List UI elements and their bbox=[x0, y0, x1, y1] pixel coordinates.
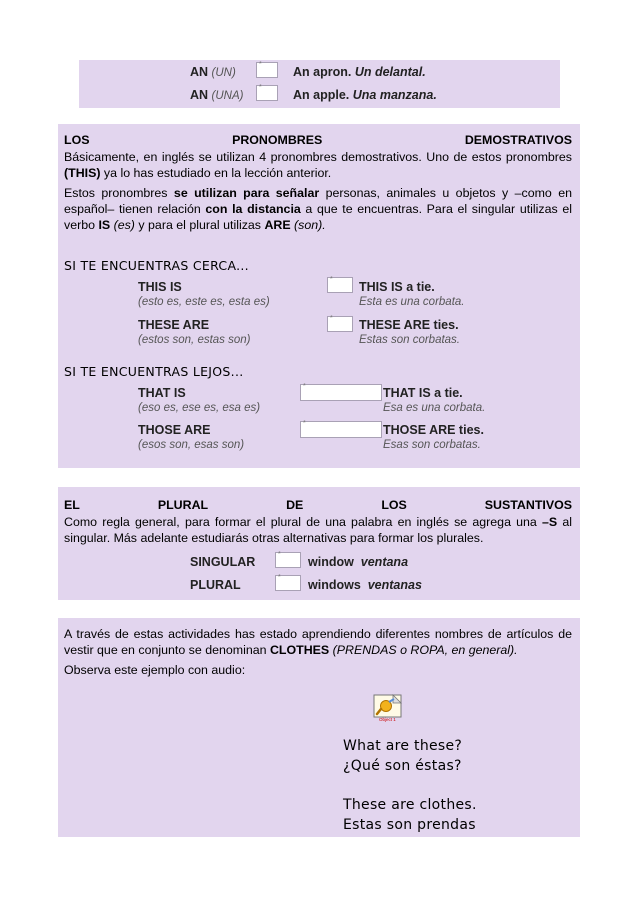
image-placeholder bbox=[327, 277, 353, 293]
clothes-paragraph-2: Observa este ejemplo con audio: bbox=[64, 663, 246, 677]
near-gloss-2: (estos son, estas son) bbox=[138, 334, 251, 346]
near-word-2: THESE ARE bbox=[138, 318, 210, 332]
demonstratives-paragraph-2: Estos pronombres se utilizan para señalar personas, animales u objetos y –como en español– tienen relación con la distancia a que te encuentras. Para el singular utilizas el verbo IS (es) y para el plural utilizas ARE (son). bbox=[64, 186, 573, 232]
question-es: ¿Qué son éstas? bbox=[343, 758, 462, 774]
far-title: SI TE ENCUENTRAS LEJOS... bbox=[64, 364, 244, 379]
far-gloss-2: (esos son, esas son) bbox=[138, 439, 245, 451]
demonstratives-paragraph-1: Básicamente, en inglés se utilizan 4 pronombres demostrativos. Uno de estos pronombres (THIS) ya lo has estudiado en la lección anterior. bbox=[64, 150, 572, 180]
image-placeholder bbox=[300, 421, 382, 438]
far-example-es-1: Esa es una corbata. bbox=[383, 402, 486, 414]
demonstratives-heading: LOS PRONOMBRES DEMOSTRATIVOS bbox=[64, 133, 572, 147]
far-word-1: THAT IS bbox=[138, 386, 186, 400]
speaker-icon bbox=[373, 694, 403, 718]
near-word-1: THIS IS bbox=[138, 280, 182, 294]
far-example-en-2: THOSE ARE ties. bbox=[383, 423, 484, 437]
plural-label-plural: PLURAL bbox=[190, 578, 241, 592]
article-example-1: An apron. Un delantal. bbox=[293, 65, 426, 79]
plural-label-singular: SINGULAR bbox=[190, 555, 256, 569]
audio-object-label: Object 1 bbox=[379, 717, 396, 722]
far-example-es-2: Esas son corbatas. bbox=[383, 439, 481, 451]
image-placeholder bbox=[275, 575, 301, 591]
near-title: SI TE ENCUENTRAS CERCA... bbox=[64, 258, 249, 273]
image-placeholder bbox=[327, 316, 353, 332]
clothes-paragraph-1: A través de estas actividades has estado aprendiendo diferentes nombres de artículos de vestir que en conjunto se denominan CLOTHES (PRENDAS o ROPA, en general). bbox=[64, 627, 572, 657]
near-example-en-2: THESE ARE ties. bbox=[359, 318, 459, 332]
answer-en: These are clothes. bbox=[343, 797, 477, 813]
question-en: What are these? bbox=[343, 738, 463, 754]
plural-paragraph: Como regla general, para formar el plural de una palabra en inglés se agrega una –S al singular. Más adelante estudiarás otras alternativas para formar los plurales. bbox=[64, 515, 573, 545]
plural-singular-example: window ventana bbox=[308, 555, 409, 569]
image-placeholder bbox=[275, 552, 301, 568]
article-example-2: An apple. Una manzana. bbox=[293, 88, 437, 102]
article-word-2: AN (UNA) bbox=[190, 88, 244, 102]
near-example-es-2: Estas son corbatas. bbox=[359, 334, 460, 346]
far-word-2: THOSE ARE bbox=[138, 423, 211, 437]
near-example-en-1: THIS IS a tie. bbox=[359, 280, 435, 294]
far-gloss-1: (eso es, ese es, esa es) bbox=[138, 402, 261, 414]
article-word-1: AN (UN) bbox=[190, 65, 236, 79]
near-example-es-1: Esta es una corbata. bbox=[359, 296, 465, 308]
plural-plural-example: windows ventanas bbox=[308, 578, 422, 592]
near-gloss-1: (esto es, este es, esta es) bbox=[138, 296, 270, 308]
plural-heading: EL PLURAL DE LOS SUSTANTIVOS bbox=[64, 498, 572, 512]
audio-object[interactable] bbox=[373, 694, 403, 722]
image-placeholder bbox=[300, 384, 382, 401]
far-example-en-1: THAT IS a tie. bbox=[383, 386, 463, 400]
image-placeholder bbox=[256, 62, 278, 78]
answer-es: Estas son prendas bbox=[343, 817, 476, 833]
image-placeholder bbox=[256, 85, 278, 101]
